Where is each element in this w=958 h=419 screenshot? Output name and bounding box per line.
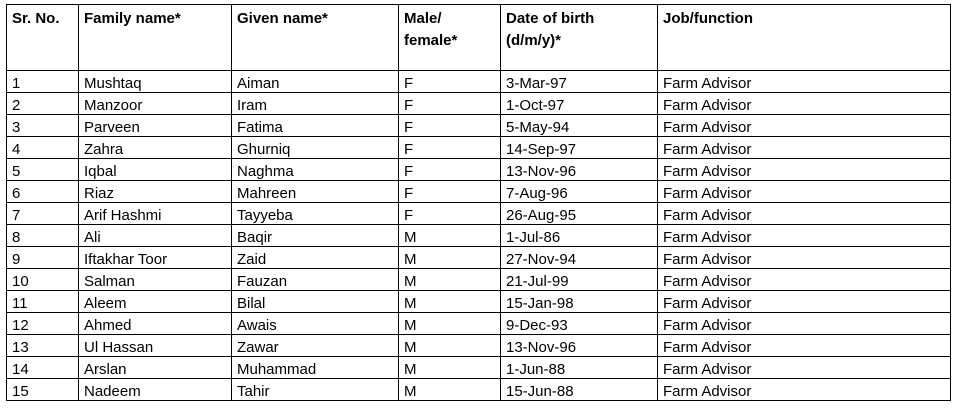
cell-given-name: Zawar (232, 335, 399, 357)
cell-given-name: Iram (232, 93, 399, 115)
cell-job-function: Farm Advisor (658, 357, 951, 379)
cell-gender: M (399, 335, 501, 357)
cell-family-name: Mushtaq (79, 71, 232, 93)
cell-job-function: Farm Advisor (658, 71, 951, 93)
cell-job-function: Farm Advisor (658, 379, 951, 401)
cell-sr-no: 6 (7, 181, 79, 203)
cell-family-name: Arslan (79, 357, 232, 379)
cell-sr-no: 5 (7, 159, 79, 181)
cell-job-function: Farm Advisor (658, 203, 951, 225)
cell-job-function: Farm Advisor (658, 115, 951, 137)
cell-date-of-birth: 5-May-94 (501, 115, 658, 137)
table-body (7, 71, 951, 401)
cell-gender: F (399, 137, 501, 159)
cell-given-name: Baqir (232, 225, 399, 247)
header-family-name: Family name* (79, 5, 232, 71)
cell-job-function: Farm Advisor (658, 93, 951, 115)
cell-given-name: Mahreen (232, 181, 399, 203)
cell-family-name: Salman (79, 269, 232, 291)
cell-gender: M (399, 247, 501, 269)
cell-given-name: Bilal (232, 291, 399, 313)
participants-table (6, 4, 951, 401)
cell-family-name: Aleem (79, 291, 232, 313)
cell-sr-no: 3 (7, 115, 79, 137)
table-row (7, 93, 951, 115)
header-sr-no: Sr. No. (7, 5, 79, 71)
cell-date-of-birth: 7-Aug-96 (501, 181, 658, 203)
cell-sr-no: 8 (7, 225, 79, 247)
cell-gender: M (399, 313, 501, 335)
cell-job-function: Farm Advisor (658, 313, 951, 335)
table-row (7, 269, 951, 291)
cell-gender: M (399, 379, 501, 401)
cell-job-function: Farm Advisor (658, 269, 951, 291)
cell-sr-no: 12 (7, 313, 79, 335)
header-gender: Male/ female* (399, 5, 501, 71)
cell-job-function: Farm Advisor (658, 291, 951, 313)
cell-family-name: Ali (79, 225, 232, 247)
table-row (7, 357, 951, 379)
cell-sr-no: 2 (7, 93, 79, 115)
cell-date-of-birth: 26-Aug-95 (501, 203, 658, 225)
cell-family-name: Riaz (79, 181, 232, 203)
table-row (7, 225, 951, 247)
cell-sr-no: 10 (7, 269, 79, 291)
cell-sr-no: 1 (7, 71, 79, 93)
table-row (7, 71, 951, 93)
cell-date-of-birth: 9-Dec-93 (501, 313, 658, 335)
cell-gender: F (399, 71, 501, 93)
cell-job-function: Farm Advisor (658, 247, 951, 269)
cell-gender: M (399, 357, 501, 379)
table-row (7, 247, 951, 269)
cell-family-name: Ul Hassan (79, 335, 232, 357)
cell-gender: F (399, 93, 501, 115)
cell-job-function: Farm Advisor (658, 137, 951, 159)
cell-job-function: Farm Advisor (658, 335, 951, 357)
table-row (7, 313, 951, 335)
cell-family-name: Nadeem (79, 379, 232, 401)
cell-date-of-birth: 1-Jul-86 (501, 225, 658, 247)
cell-given-name: Tayyeba (232, 203, 399, 225)
cell-family-name: Iqbal (79, 159, 232, 181)
cell-date-of-birth: 1-Oct-97 (501, 93, 658, 115)
cell-date-of-birth: 3-Mar-97 (501, 71, 658, 93)
table-row (7, 203, 951, 225)
cell-given-name: Fauzan (232, 269, 399, 291)
cell-date-of-birth: 27-Nov-94 (501, 247, 658, 269)
cell-gender: F (399, 115, 501, 137)
cell-family-name: Ahmed (79, 313, 232, 335)
cell-date-of-birth: 1-Jun-88 (501, 357, 658, 379)
cell-job-function: Farm Advisor (658, 225, 951, 247)
cell-date-of-birth: 15-Jun-88 (501, 379, 658, 401)
table-row (7, 181, 951, 203)
cell-family-name: Arif Hashmi (79, 203, 232, 225)
table-row (7, 335, 951, 357)
header-job-function: Job/function (658, 5, 951, 71)
cell-family-name: Parveen (79, 115, 232, 137)
cell-sr-no: 4 (7, 137, 79, 159)
cell-family-name: Iftakhar Toor (79, 247, 232, 269)
cell-given-name: Fatima (232, 115, 399, 137)
header-row (7, 5, 951, 71)
table-row (7, 159, 951, 181)
cell-sr-no: 15 (7, 379, 79, 401)
cell-given-name: Aiman (232, 71, 399, 93)
cell-given-name: Ghurniq (232, 137, 399, 159)
cell-job-function: Farm Advisor (658, 159, 951, 181)
cell-gender: M (399, 269, 501, 291)
cell-date-of-birth: 13-Nov-96 (501, 335, 658, 357)
table-row (7, 291, 951, 313)
header-given-name: Given name* (232, 5, 399, 71)
cell-given-name: Muhammad (232, 357, 399, 379)
cell-sr-no: 7 (7, 203, 79, 225)
cell-date-of-birth: 14-Sep-97 (501, 137, 658, 159)
cell-sr-no: 11 (7, 291, 79, 313)
cell-gender: M (399, 225, 501, 247)
table-row (7, 115, 951, 137)
cell-date-of-birth: 21-Jul-99 (501, 269, 658, 291)
table-row (7, 137, 951, 159)
cell-family-name: Manzoor (79, 93, 232, 115)
cell-given-name: Tahir (232, 379, 399, 401)
header-date-of-birth: Date of birth (d/m/y)* (501, 5, 658, 71)
cell-family-name: Zahra (79, 137, 232, 159)
cell-gender: M (399, 291, 501, 313)
cell-given-name: Naghma (232, 159, 399, 181)
cell-given-name: Awais (232, 313, 399, 335)
cell-gender: F (399, 181, 501, 203)
table-row (7, 379, 951, 401)
cell-date-of-birth: 15-Jan-98 (501, 291, 658, 313)
cell-sr-no: 13 (7, 335, 79, 357)
cell-date-of-birth: 13-Nov-96 (501, 159, 658, 181)
cell-given-name: Zaid (232, 247, 399, 269)
cell-job-function: Farm Advisor (658, 181, 951, 203)
cell-sr-no: 14 (7, 357, 79, 379)
cell-gender: F (399, 203, 501, 225)
cell-gender: F (399, 159, 501, 181)
cell-sr-no: 9 (7, 247, 79, 269)
